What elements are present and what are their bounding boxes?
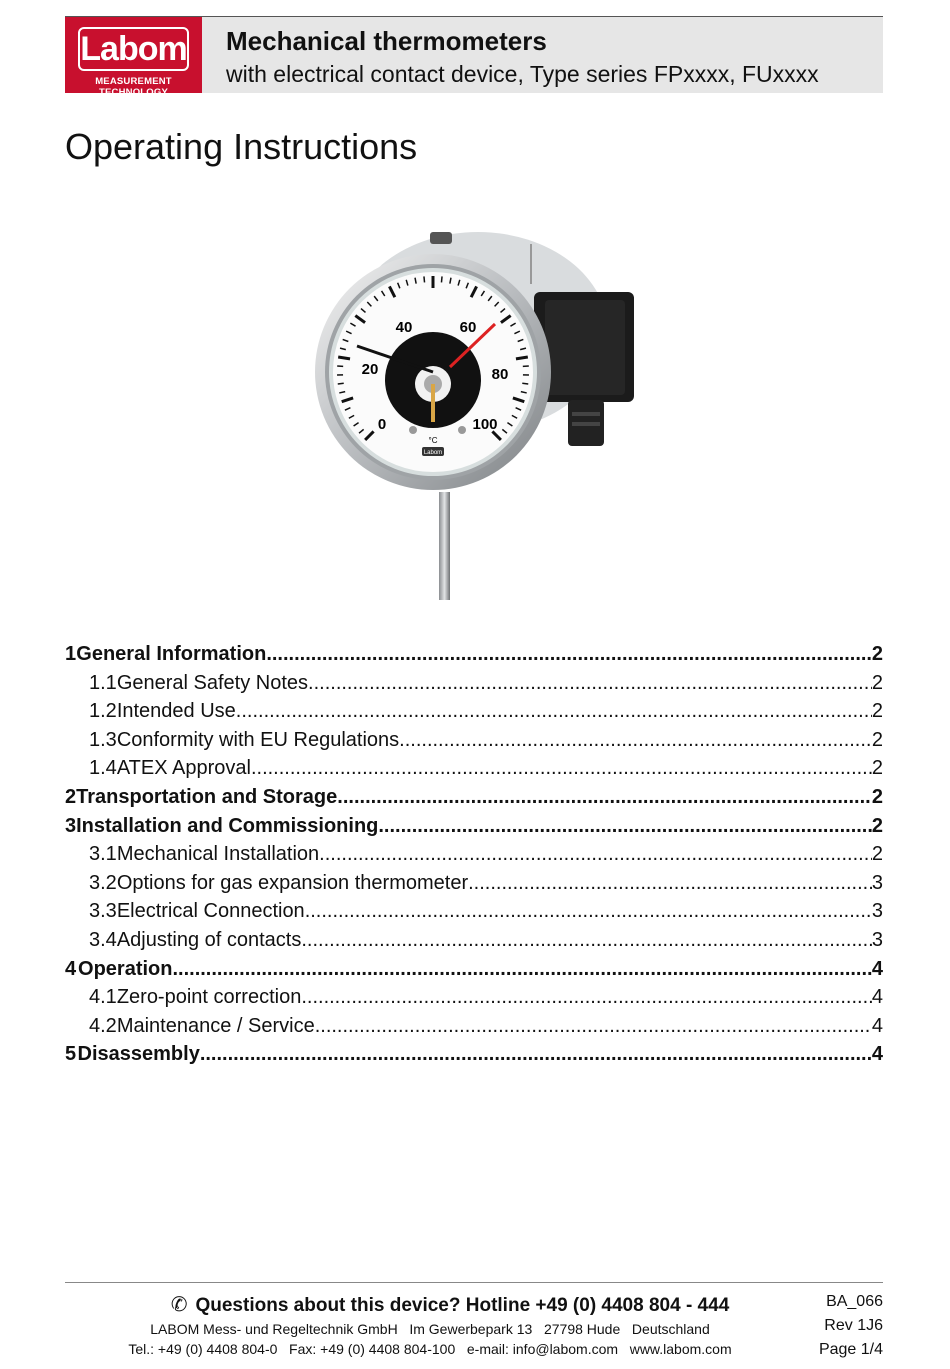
document-info [819, 1290, 883, 1362]
toc-page: 2 [871, 700, 883, 723]
page-number: Page 1/4 [818, 1341, 883, 1358]
toc-entry[interactable] [65, 697, 883, 726]
toc-title: Intended Use [116, 700, 236, 723]
logo-subtitle: MEASUREMENT TECHNOLOGY [95, 76, 172, 98]
toc-title: Options for gas expansion thermometer [116, 871, 469, 894]
toc-page: 2 [871, 757, 883, 780]
toc-title: Mechanical Installation [116, 843, 320, 866]
toc-leader [251, 754, 872, 782]
toc-title: Electrical Connection [116, 900, 305, 923]
toc-number: 5 [65, 1043, 77, 1066]
phone-icon: ✆ [170, 1294, 188, 1316]
toc-number: 3 [65, 814, 77, 837]
toc-leader [236, 697, 872, 725]
toc-entry[interactable] [65, 669, 883, 698]
toc-entry[interactable] [65, 955, 883, 984]
toc-page: 3 [871, 928, 883, 951]
toc-page: 2 [871, 814, 883, 837]
toc-page: 2 [871, 671, 883, 694]
toc-entry[interactable] [65, 897, 883, 926]
toc-leader [308, 669, 872, 697]
toc-title: General Safety Notes [116, 671, 309, 694]
labom-logo [65, 17, 202, 98]
toc-entry[interactable] [65, 926, 883, 955]
toc-number: 2 [65, 785, 77, 808]
toc-leader [378, 812, 872, 840]
probe-stem [439, 492, 450, 600]
toc-number: 1.4 [89, 757, 117, 780]
hotline-label: Questions about this device? Hotline +49 (0) 4408 804 - 444 [195, 1295, 730, 1316]
toc-entry[interactable] [65, 754, 883, 783]
toc-leader [337, 783, 872, 811]
toc-title: Installation and Commissioning [76, 814, 379, 837]
toc-leader [200, 1040, 872, 1068]
toc-title: Maintenance / Service [116, 1014, 315, 1037]
scale-tick [522, 383, 528, 384]
hotline-text [150, 1292, 750, 1317]
toc-leader [266, 640, 872, 668]
toc-entry[interactable] [65, 783, 883, 812]
toc-title: Operation [78, 957, 173, 980]
scale-label-60: 60 [459, 319, 477, 336]
toc-title: Adjusting of contacts [116, 928, 302, 951]
toc-number: 1.3 [89, 728, 117, 751]
document-title: Operating Instructions [65, 126, 418, 167]
header-subtitle: with electrical contact device, Type series FPxxxx, FUxxxx [226, 61, 819, 87]
scale-label-80: 80 [491, 366, 509, 383]
unit-label: °C [428, 436, 438, 445]
thermometer-image [300, 222, 650, 606]
toc-leader [301, 983, 872, 1011]
scale-tick [338, 383, 344, 384]
toc-title: Zero-point correction [116, 986, 302, 1009]
company-address: LABOM Mess- und Regeltechnik GmbH Im Gewerbepark 13 27798 Hude Deutschland [150, 1321, 710, 1337]
table-of-contents [65, 640, 883, 1069]
scale-tick [516, 357, 528, 359]
toc-leader [319, 840, 872, 868]
toc-entry[interactable] [65, 812, 883, 841]
toc-entry[interactable] [65, 1040, 883, 1069]
toc-page: 4 [871, 986, 883, 1009]
dial-brand: Labom [423, 450, 443, 456]
toc-title: ATEX Approval [116, 757, 251, 780]
header-title: Mechanical thermometers [226, 26, 547, 56]
logo-wordmark: Labom [78, 27, 189, 71]
toc-page: 3 [871, 900, 883, 923]
toc-page: 2 [871, 785, 883, 808]
toc-entry[interactable] [65, 840, 883, 869]
vent-plug [430, 232, 452, 244]
toc-number: 1.1 [89, 671, 117, 694]
toc-title: Disassembly [77, 1043, 200, 1066]
toc-page: 4 [871, 1043, 883, 1066]
toc-page: 2 [871, 728, 883, 751]
scale-tick [424, 276, 425, 282]
page-header [65, 16, 883, 98]
revision-label: Rev 1J6 [824, 1317, 883, 1334]
toc-page: 2 [871, 843, 883, 866]
toc-leader [172, 955, 871, 983]
toc-entry[interactable] [65, 1012, 883, 1041]
toc-entry[interactable] [65, 640, 883, 669]
toc-leader [399, 726, 872, 754]
scale-tick [338, 357, 350, 359]
scale-label-100: 100 [472, 416, 498, 433]
toc-title: Conformity with EU Regulations [116, 728, 400, 751]
toc-leader [315, 1012, 872, 1040]
toc-page: 3 [871, 871, 883, 894]
toc-number: 1 [65, 643, 77, 665]
toc-entry[interactable] [65, 726, 883, 755]
footer-divider [65, 1282, 883, 1283]
toc-leader [301, 926, 872, 954]
toc-page: 4 [871, 957, 883, 980]
toc-number: 3.2 [89, 871, 117, 894]
toc-page: 2 [871, 643, 883, 665]
toc-number: 4 [65, 957, 77, 980]
scale-label-0: 0 [377, 416, 387, 433]
toc-entry[interactable] [65, 869, 883, 898]
toc-number: 3.3 [89, 900, 117, 923]
toc-title: General Information [76, 643, 267, 665]
scale-label-20: 20 [361, 361, 379, 378]
toc-title: Transportation and Storage [76, 785, 338, 808]
toc-entry[interactable] [65, 983, 883, 1012]
toc-number: 4.1 [89, 986, 117, 1009]
toc-number: 1.2 [89, 700, 117, 723]
toc-number: 4.2 [89, 1014, 117, 1037]
toc-leader [305, 897, 872, 925]
toc-number: 3.1 [89, 843, 117, 866]
company-contact: Tel.: +49 (0) 4408 804-0 Fax: +49 (0) 4408 804-100 e-mail: info@labom.com www.labom.com [128, 1341, 732, 1357]
toc-page: 4 [871, 1014, 883, 1037]
toc-number: 3.4 [89, 928, 117, 951]
document-id: BA_066 [826, 1293, 883, 1310]
scale-tick [441, 276, 442, 282]
scale-label-40: 40 [395, 319, 413, 336]
toc-leader [468, 869, 872, 897]
